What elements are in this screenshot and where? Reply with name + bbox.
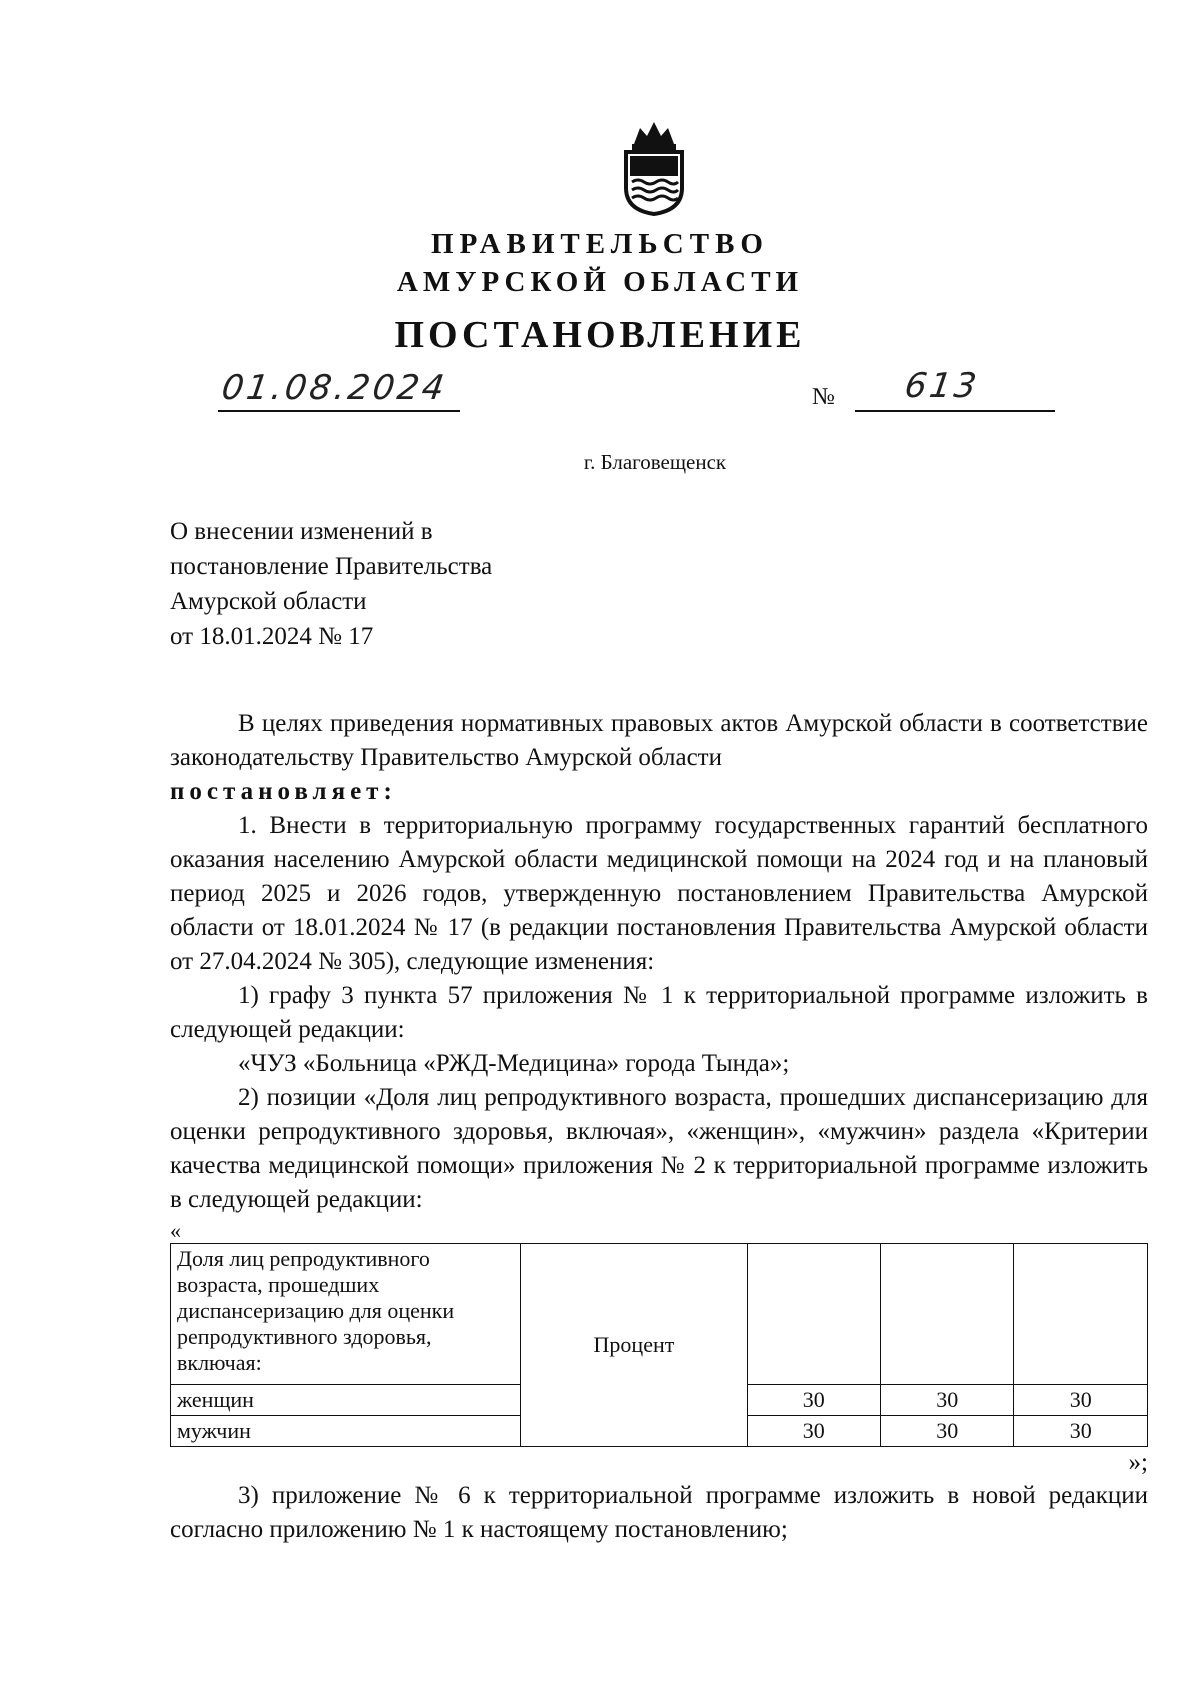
criteria-table: [170, 1243, 1148, 1447]
handwritten-date: 01.08.2024: [219, 368, 450, 408]
number-underline: [855, 410, 1055, 412]
item-1-paragraph: 1. Внести в территориальную программу государственных гарантий бесплатного оказания населению Амурской области медицинской помощи на 2024 год и на плановый период 2025 и 2026 годов, утвержденную постановлением Правительства Амурской области от 18.01.2024 № 17 (в редакции постановления Правительства Амурской области от 27.04.2024 № 305), следующие изменения:: [170, 812, 1148, 975]
item-1-1-quote: «ЧУЗ «Больница «РЖД-Медицина» города Тында»;: [238, 1050, 790, 1077]
item-1-1-paragraph: 1) графу 3 пункта 57 приложения № 1 к территориальной программе изложить в следующей редакции:: [170, 982, 1148, 1043]
table-cell-value: 30: [881, 1385, 1014, 1416]
table-cell-value: 30: [747, 1385, 880, 1416]
table-cell-empty: [747, 1244, 880, 1385]
table-cell-value: 30: [1014, 1416, 1148, 1447]
intro-paragraph: В целях приведения нормативных правовых актов Амурской области в соответствие законодательству Правительство Амурской области: [170, 710, 1148, 771]
coat-of-arms-emblem: [620, 118, 688, 216]
item-1-3-paragraph: 3) приложение № 6 к территориальной программе изложить в новой редакции согласно приложению № 1 к настоящему постановлению;: [170, 1482, 1148, 1543]
city-name: г. Благовещенск: [583, 450, 727, 474]
table-cell-empty: [881, 1244, 1014, 1385]
table-cell-indicator: Доля лиц репродуктивного возраста, прошедших диспансеризацию для оценки репродуктивного здоровья, включая:: [171, 1244, 521, 1385]
region-title: АМУРСКОЙ ОБЛАСТИ: [396, 266, 804, 298]
subject-line: от 18.01.2024 № 17: [170, 623, 374, 650]
quote-open-mark: «: [170, 1218, 181, 1243]
subject-line: постановление Правительства: [170, 553, 493, 580]
table-cell-value: 30: [881, 1416, 1014, 1447]
subject-line: О внесении изменений в: [170, 518, 433, 545]
table-cell-value: 30: [1014, 1385, 1148, 1416]
table-cell-empty: [1014, 1244, 1148, 1385]
number-label: №: [812, 384, 835, 410]
table-cell-label: женщин: [171, 1385, 521, 1416]
handwritten-number: 613: [902, 366, 982, 406]
table-row: [171, 1244, 1148, 1385]
item-1-2-paragraph: 2) позиции «Доля лиц репродуктивного возраста, прошедших диспансеризацию для оценки репродуктивного здоровья, включая», «женщин», «мужчин» раздела «Критерии качества медицинской помощи» приложения № 2 к территориальной программе изложить в следующей редакции:: [170, 1084, 1148, 1213]
decides-word: постановляет:: [170, 778, 397, 805]
table-cell-label: мужчин: [171, 1416, 521, 1447]
table-cell-unit: Процент: [521, 1244, 747, 1447]
government-title: ПРАВИТЕЛЬСТВО: [431, 228, 769, 260]
subject-line: Амурской области: [170, 588, 367, 615]
quote-close-mark: »;: [1128, 1449, 1148, 1476]
date-underline: [218, 410, 460, 412]
document-subject: [170, 514, 492, 654]
document-type-title: ПОСТАНОВЛЕНИЕ: [394, 314, 806, 356]
table-cell-value: 30: [747, 1416, 880, 1447]
document-body: [170, 707, 1148, 1547]
